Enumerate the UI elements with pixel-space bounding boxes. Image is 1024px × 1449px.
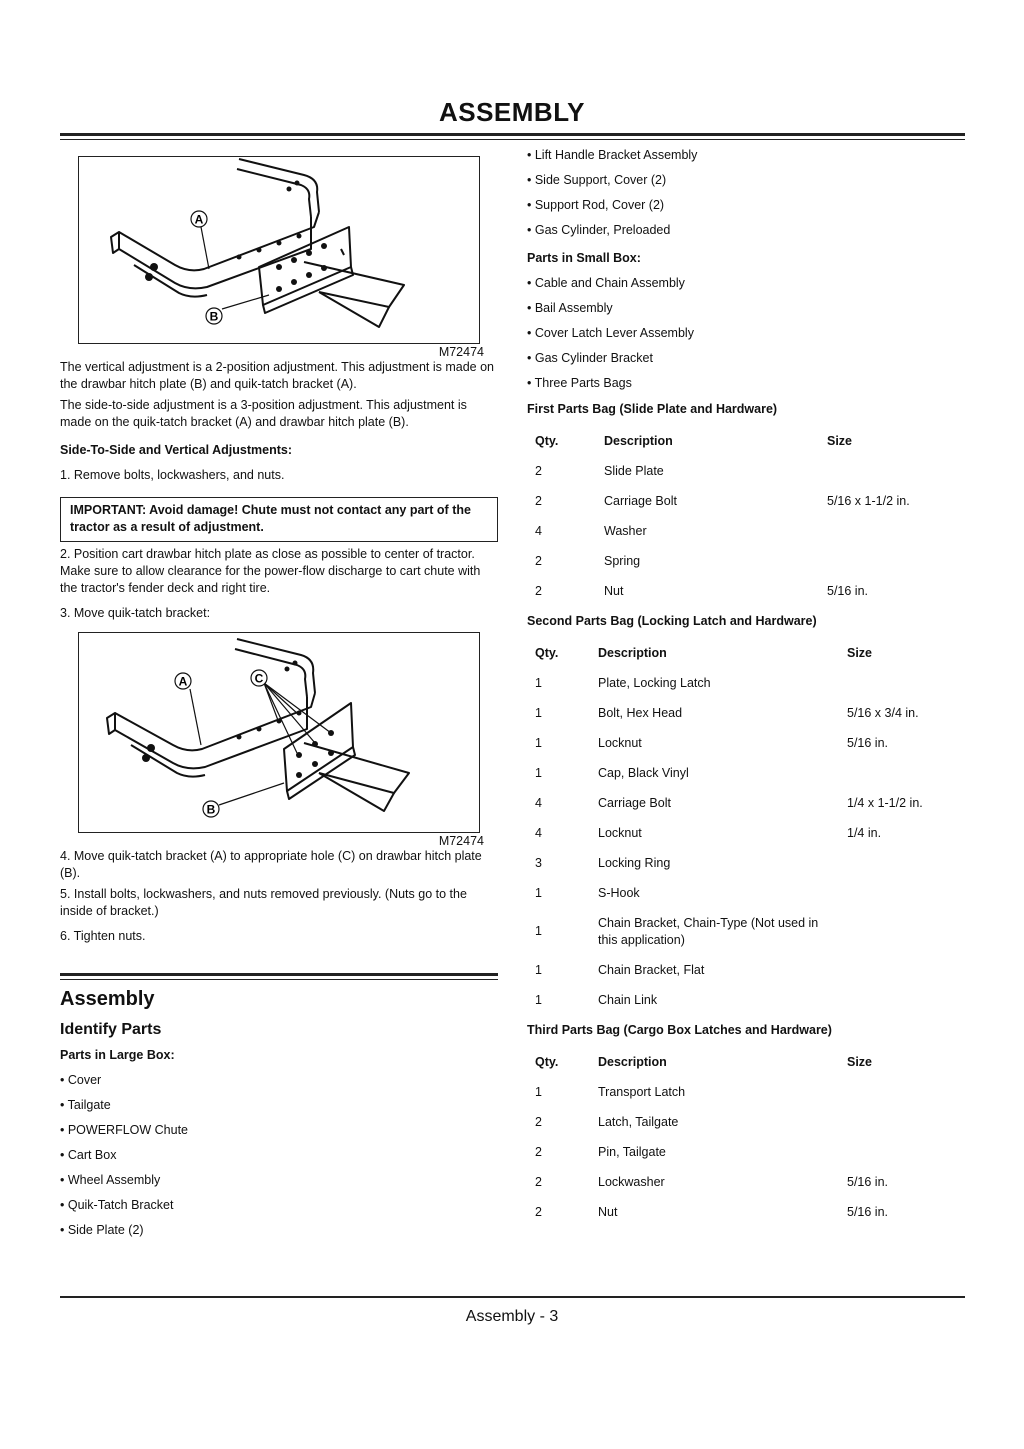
bag2-table: [527, 638, 957, 1015]
figure-hitch-bracket: [78, 156, 480, 344]
header-size: Size: [847, 1055, 873, 1069]
description: Cap, Black Vinyl: [598, 765, 689, 780]
size: [819, 546, 957, 576]
step-5: 5. Install bolts, lockwashers, and nuts removed previously. (Nuts go to the inside of bracket.): [60, 887, 467, 918]
list-item: • Quik-Tatch Bracket: [60, 1198, 174, 1212]
table-row: [527, 546, 957, 576]
size: 5/16 x 3/4 in.: [847, 705, 919, 720]
description: Locknut: [598, 735, 642, 750]
list-item: • Cover Latch Lever Assembly: [527, 326, 694, 340]
step-3: 3. Move quik-tatch bracket:: [60, 606, 211, 620]
title-rule-thick: [60, 133, 965, 136]
qty: 2: [535, 493, 542, 508]
size: 5/16 in.: [847, 1174, 889, 1189]
table-row: [527, 908, 957, 955]
size: [839, 908, 957, 955]
header-size: Size: [847, 646, 873, 660]
list-item: • Cover: [60, 1073, 102, 1087]
qty: 3: [535, 855, 542, 870]
size: 5/16 in.: [847, 735, 889, 750]
step-6: 6. Tighten nuts.: [60, 929, 146, 943]
size: [839, 1077, 957, 1107]
qty: 1: [535, 1084, 542, 1099]
description: Latch, Tailgate: [598, 1114, 679, 1129]
page-title: ASSEMBLY: [438, 97, 586, 127]
list-item: • POWERFLOW Chute: [60, 1123, 189, 1137]
qty: 1: [535, 765, 542, 780]
paragraph-side-adjustment: The side-to-side adjustment is a 3-position adjustment. This adjustment is made on the quik-tatch bracket (A) and drawbar hitch plate (B).: [60, 398, 467, 429]
table-header-row: [527, 1047, 957, 1077]
table-row: [527, 1167, 957, 1197]
table-row: [527, 1137, 957, 1167]
size: [839, 878, 957, 908]
list-item: • Side Plate (2): [60, 1223, 144, 1237]
callout-a: A: [178, 674, 188, 689]
heading-adjustments: Side-To-Side and Vertical Adjustments:: [60, 443, 292, 457]
description: Washer: [604, 523, 647, 538]
step-1: 1. Remove bolts, lockwashers, and nuts.: [60, 468, 285, 482]
small-box-list: [527, 275, 965, 392]
bag3-title: Third Parts Bag (Cargo Box Latches and Hardware): [527, 1023, 832, 1037]
table-row: [527, 576, 957, 606]
description: Carriage Bolt: [604, 493, 677, 508]
size: [839, 1107, 957, 1137]
size: 5/16 in.: [847, 1204, 889, 1219]
header-qty: Qty.: [535, 1055, 559, 1069]
table-row: [527, 985, 957, 1015]
header-qty: Qty.: [535, 434, 559, 448]
list-item: • Bail Assembly: [527, 301, 613, 315]
description: Slide Plate: [604, 463, 664, 478]
important-notice: IMPORTANT: Avoid damage! Chute must not contact any part of the tractor as a result of adjustment.: [60, 497, 498, 542]
header-description: Description: [598, 1055, 667, 1069]
list-item: • Cable and Chain Assembly: [527, 276, 685, 290]
list-item: • Gas Cylinder Bracket: [527, 351, 653, 365]
bag1-title: First Parts Bag (Slide Plate and Hardware): [527, 402, 778, 416]
size: [839, 848, 957, 878]
qty: 1: [535, 735, 542, 750]
footer-rule: [60, 1296, 965, 1298]
step-2: 2. Position cart drawbar hitch plate as close as possible to center of tractor. Make sure to allow clearance for the power-flow discharge to cart chute with the tractor's fender deck and right tire.: [60, 547, 481, 595]
size: 5/16 in.: [827, 583, 869, 598]
size: 1/4 x 1-1/2 in.: [847, 795, 923, 810]
section-title: Assembly: [60, 988, 155, 1010]
table-row: [527, 818, 957, 848]
list-item: • Cart Box: [60, 1148, 117, 1162]
left-column: [60, 150, 498, 1247]
description: Locknut: [598, 825, 642, 840]
description: Locking Ring: [598, 855, 671, 870]
size: [839, 955, 957, 985]
list-item: • Lift Handle Bracket Assembly: [527, 148, 698, 162]
table-row: [527, 728, 957, 758]
page-footer: Assembly - 3: [465, 1308, 559, 1325]
qty: 1: [535, 924, 542, 938]
description: Nut: [598, 1204, 618, 1219]
table-row: [527, 1077, 957, 1107]
figure-hitch-bracket-holes: [78, 632, 480, 833]
table-row: [527, 878, 957, 908]
table-row: [527, 516, 957, 546]
hitch-bracket-holes-illustration: [79, 633, 479, 832]
description: Transport Latch: [598, 1084, 686, 1099]
table-row: [527, 788, 957, 818]
bag2-title: Second Parts Bag (Locking Latch and Hardware): [527, 614, 817, 628]
qty: 1: [535, 962, 542, 977]
list-item: • Three Parts Bags: [527, 376, 632, 390]
list-item: • Wheel Assembly: [60, 1173, 161, 1187]
table-row: [527, 1107, 957, 1137]
description: S-Hook: [598, 885, 640, 900]
table-row: [527, 698, 957, 728]
figure-id: M72474: [438, 834, 484, 848]
qty: 2: [535, 1144, 542, 1159]
size: 1/4 in.: [847, 825, 882, 840]
description: Carriage Bolt: [598, 795, 671, 810]
qty: 1: [535, 885, 542, 900]
bag1-table: [527, 426, 957, 606]
size: [839, 1137, 957, 1167]
description: Bolt, Hex Head: [598, 705, 683, 720]
large-box-list: [60, 1072, 498, 1239]
callout-b: B: [206, 802, 216, 817]
description: Chain Bracket, Flat: [598, 962, 705, 977]
bag3-table: [527, 1047, 957, 1227]
size: [819, 516, 957, 546]
size: [839, 985, 957, 1015]
qty: 2: [535, 553, 542, 568]
qty: 4: [535, 825, 542, 840]
header-qty: Qty.: [535, 646, 559, 660]
size: [839, 758, 957, 788]
list-item: • Tailgate: [60, 1098, 111, 1112]
figure-id: M72474: [438, 345, 484, 359]
section-rule-thin: [60, 979, 498, 980]
list-item: • Side Support, Cover (2): [527, 173, 667, 187]
qty: 2: [535, 1114, 542, 1129]
table-header-row: [527, 426, 957, 456]
title-rule-thin: [60, 139, 965, 140]
table-row: [527, 758, 957, 788]
size: [839, 668, 957, 698]
header-size: Size: [827, 434, 853, 448]
size: 5/16 x 1-1/2 in.: [827, 493, 910, 508]
table-row: [527, 456, 957, 486]
description: Pin, Tailgate: [598, 1144, 666, 1159]
description: Nut: [604, 583, 624, 598]
subsection-title: Identify Parts: [60, 1021, 162, 1038]
callout-c: C: [254, 671, 264, 686]
large-box-list-continued: [527, 147, 965, 239]
description: Chain Link: [598, 992, 658, 1007]
description: Lockwasher: [598, 1174, 665, 1189]
qty: 2: [535, 1204, 542, 1219]
table-row: [527, 668, 957, 698]
qty: 1: [535, 992, 542, 1007]
table-row: [527, 1197, 957, 1227]
table-row: [527, 486, 957, 516]
callout-a: A: [194, 212, 204, 227]
section-rule-thick: [60, 973, 498, 976]
qty: 2: [535, 583, 542, 598]
callout-b: B: [209, 309, 219, 324]
step-4: 4. Move quik-tatch bracket (A) to appropriate hole (C) on drawbar hitch plate (B).: [60, 849, 482, 880]
large-box-heading: Parts in Large Box:: [60, 1048, 175, 1062]
list-item: • Gas Cylinder, Preloaded: [527, 223, 671, 237]
qty: 2: [535, 1174, 542, 1189]
header-description: Description: [598, 646, 667, 660]
hitch-bracket-illustration: [79, 157, 479, 343]
qty: 4: [535, 523, 542, 538]
qty: 2: [535, 463, 542, 478]
qty: 1: [535, 705, 542, 720]
paragraph-vertical-adjustment: The vertical adjustment is a 2-position adjustment. This adjustment is made on the drawbar hitch plate (B) and quik-tatch bracket (A).: [60, 360, 495, 391]
table-row: [527, 848, 957, 878]
description: Chain Bracket, Chain-Type (Not used in this application): [598, 915, 819, 947]
description: Spring: [604, 553, 641, 568]
size: [819, 456, 957, 486]
table-header-row: [527, 638, 957, 668]
list-item: • Support Rod, Cover (2): [527, 198, 665, 212]
qty: 1: [535, 675, 542, 690]
description: Plate, Locking Latch: [598, 675, 711, 690]
small-box-heading: Parts in Small Box:: [527, 251, 641, 265]
right-column: [527, 147, 965, 1227]
qty: 4: [535, 795, 542, 810]
table-row: [527, 955, 957, 985]
header-description: Description: [604, 434, 673, 448]
